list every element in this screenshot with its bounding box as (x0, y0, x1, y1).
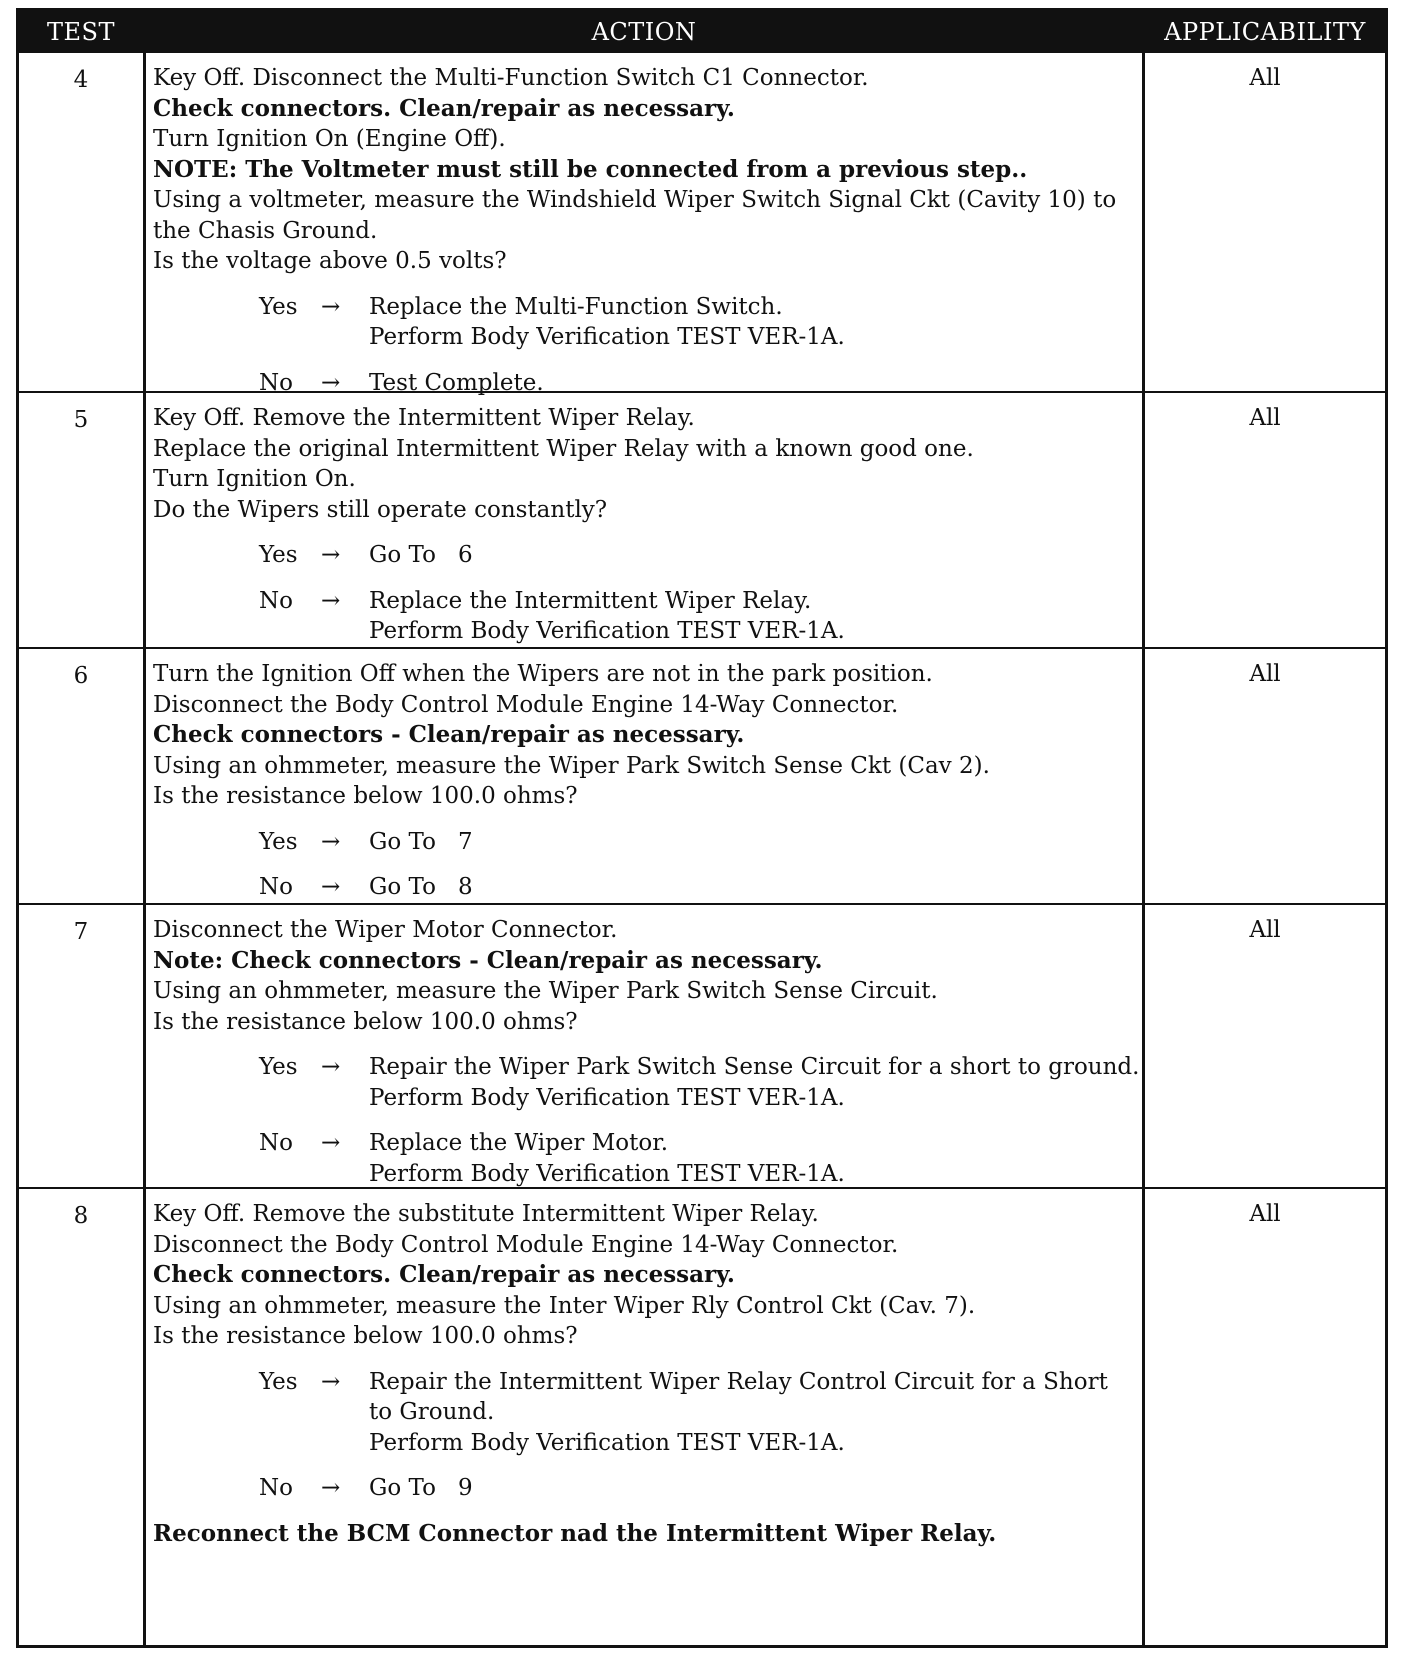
yes-answer (153, 827, 1143, 858)
table-header (19, 11, 1385, 51)
result-line: Perform Body Verification TEST VER-1A. (369, 324, 845, 350)
action-line: Disconnect the Body Control Module Engine 14-Way Connector. (153, 1231, 899, 1258)
yes-answer (153, 1052, 1143, 1113)
yes-goto (369, 540, 473, 571)
yes-goto (369, 827, 473, 858)
arrow-icon: → (321, 874, 341, 900)
test-number: 7 (73, 919, 89, 945)
footer-note: Reconnect the BCM Connector nad the Intermittent Wiper Relay. (153, 1519, 997, 1547)
arrow-icon: → (321, 293, 341, 320)
action-line: Turn Ignition On (Engine Off). (153, 126, 506, 152)
no-result (369, 586, 845, 647)
action-line: Replace the original Intermittent Wiper Relay with a known good one. (153, 435, 974, 462)
table-row-test-8 (19, 1187, 1385, 1645)
action-line-bold: Check connectors. Clean/repair as necessary. (153, 1261, 735, 1288)
arrow-icon: → (321, 542, 341, 568)
action-cell (153, 915, 1143, 1189)
result-line: Perform Body Verification TEST VER-1A. (369, 1160, 845, 1187)
action-line: the Chasis Ground. (153, 217, 378, 244)
no-goto (369, 872, 473, 903)
no-result (369, 1128, 845, 1189)
action-line: Is the voltage above 0.5 volts? (153, 248, 507, 274)
applicability-value: All (1249, 65, 1281, 91)
result-line: Perform Body Verification TEST VER-1A. (369, 618, 845, 644)
action-line-bold: NOTE: The Voltmeter must still be connected from a previous step.. (153, 155, 1028, 183)
table-row-test-7 (19, 903, 1385, 1187)
goto-test-number: 9 (457, 1475, 473, 1501)
no-label: No (259, 1475, 293, 1501)
no-goto (369, 1473, 473, 1504)
goto-test-number: 7 (457, 828, 473, 855)
result-line: Replace the Multi-Function Switch. (369, 293, 783, 320)
arrow-icon: → (321, 1368, 341, 1395)
yes-label: Yes (259, 1368, 298, 1395)
table-row-test-4 (19, 51, 1385, 396)
action-line: Key Off. Remove the Intermittent Wiper Relay. (153, 405, 695, 431)
yes-label: Yes (259, 293, 298, 320)
applicability-value: All (1249, 405, 1281, 431)
result-line: Replace the Intermittent Wiper Relay. (369, 587, 812, 614)
action-line: Is the resistance below 100.0 ohms? (153, 1008, 578, 1035)
table-row-test-6 (19, 647, 1385, 903)
yes-result (369, 292, 845, 353)
goto-label: Go To (369, 828, 436, 855)
action-cell (153, 1199, 1143, 1549)
action-line: Is the resistance below 100.0 ohms? (153, 1323, 578, 1349)
goto-label: Go To (369, 1475, 436, 1501)
header-test: TEST (47, 18, 115, 46)
action-line: Turn the Ignition Off when the Wipers are not in the park position. (153, 661, 933, 687)
arrow-icon: → (321, 1054, 341, 1080)
action-cell (153, 403, 1143, 647)
action-cell (153, 63, 1143, 398)
result-line: Replace the Wiper Motor. (369, 1130, 668, 1156)
header-action: ACTION (591, 18, 697, 46)
no-label: No (259, 874, 293, 900)
action-line: Using an ohmmeter, measure the Wiper Park Switch Sense Ckt (Cav 2). (153, 752, 990, 779)
applicability-value: All (1249, 661, 1281, 687)
action-line: Using a voltmeter, measure the Windshield Wiper Switch Signal Ckt (Cavity 10) to (153, 187, 1117, 213)
no-answer (153, 586, 1143, 647)
result-line: to Ground. (369, 1399, 495, 1425)
yes-result (369, 1052, 1139, 1113)
arrow-icon: → (321, 587, 341, 614)
applicability-value: All (1249, 917, 1281, 943)
diagnostic-table (16, 8, 1388, 1648)
applicability-value: All (1249, 1201, 1281, 1227)
no-result: Test Complete. (369, 369, 544, 396)
no-answer (153, 1473, 1143, 1504)
result-line: Perform Body Verification TEST VER-1A. (369, 1429, 845, 1456)
action-line: Turn Ignition On. (153, 466, 356, 492)
action-line: Using an ohmmeter, measure the Wiper Park Switch Sense Circuit. (153, 978, 938, 1004)
goto-test-number: 6 (457, 542, 473, 568)
action-line: Disconnect the Wiper Motor Connector. (153, 917, 618, 943)
result-line: Repair the Wiper Park Switch Sense Circuit for a short to ground. (369, 1054, 1140, 1080)
result-line: Perform Body Verification TEST VER-1A. (369, 1084, 845, 1111)
table-row-test-5 (19, 391, 1385, 647)
yes-label: Yes (259, 828, 298, 855)
goto-label: Go To (369, 542, 436, 568)
action-line: Do the Wipers still operate constantly? (153, 496, 608, 523)
yes-answer (153, 292, 1143, 353)
arrow-icon: → (321, 1475, 341, 1501)
action-line: Is the resistance below 100.0 ohms? (153, 783, 578, 809)
action-line-bold: Check connectors - Clean/repair as necessary. (153, 721, 745, 748)
arrow-icon: → (321, 369, 341, 396)
test-number: 5 (73, 407, 89, 433)
yes-label: Yes (259, 542, 298, 568)
action-cell (153, 659, 1143, 903)
yes-result (369, 1367, 1108, 1459)
arrow-icon: → (321, 1130, 341, 1156)
test-number: 4 (73, 67, 89, 93)
test-number: 6 (73, 663, 89, 689)
goto-label: Go To (369, 874, 436, 900)
no-answer (153, 872, 1143, 903)
action-line-bold: Note: Check connectors - Clean/repair as necessary. (153, 946, 823, 974)
no-answer (153, 1128, 1143, 1189)
test-number: 8 (73, 1203, 89, 1229)
yes-label: Yes (259, 1054, 298, 1080)
yes-answer (153, 540, 1143, 571)
no-label: No (259, 369, 293, 396)
header-applicability: APPLICABILITY (1164, 18, 1366, 46)
result-line: Repair the Intermittent Wiper Relay Control Circuit for a Short (369, 1368, 1108, 1395)
no-label: No (259, 587, 293, 614)
no-label: No (259, 1130, 293, 1156)
yes-answer (153, 1367, 1143, 1459)
arrow-icon: → (321, 828, 341, 855)
action-line: Key Off. Remove the substitute Intermittent Wiper Relay. (153, 1201, 819, 1227)
action-line: Disconnect the Body Control Module Engine 14-Way Connector. (153, 691, 899, 718)
action-line: Using an ohmmeter, measure the Inter Wiper Rly Control Ckt (Cav. 7). (153, 1292, 976, 1319)
goto-test-number: 8 (457, 874, 473, 900)
action-line-bold: Check connectors. Clean/repair as necessary. (153, 94, 735, 122)
action-line: Key Off. Disconnect the Multi-Function Switch C1 Connector. (153, 65, 869, 91)
